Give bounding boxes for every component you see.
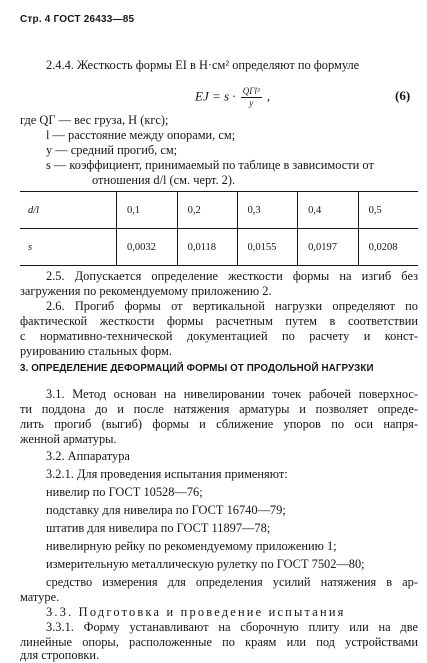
formula-6 bbox=[195, 86, 270, 109]
table-head-cell: 0,2 bbox=[177, 192, 237, 229]
formula-lhs: EJ = s · bbox=[195, 88, 236, 104]
formula-denominator: y bbox=[249, 98, 254, 108]
table-cell: 0,0197 bbox=[298, 229, 359, 266]
table-cell: 0,0155 bbox=[237, 229, 298, 266]
table-head-cell: d/l bbox=[20, 192, 117, 229]
paragraph-2-4-4: 2.4.4. Жесткость формы EI в Н·см² определяют по формуле bbox=[46, 58, 360, 72]
equipment-item: нивелирную рейку по рекомендуемому приложению 1; bbox=[46, 539, 337, 553]
paragraph-3-1-line-3: лить прогиб (выгиб) формы и сближение упоров по оси напря- bbox=[20, 417, 418, 431]
table-cell: s bbox=[20, 229, 117, 266]
equipment-item: средство измерения для определения усилий натяжения в ар- bbox=[46, 575, 418, 589]
paragraph-2-5-line-2: загружения по рекомендуемому приложению 2. bbox=[20, 284, 272, 298]
where-line-2: l — расстояние между опорами, см; bbox=[46, 128, 236, 142]
section-3-3-heading: 3.3. Подготовка и проведение испытания bbox=[46, 605, 346, 619]
formula-number: (6) bbox=[395, 88, 411, 103]
where-line-5: отношения d/l (см. черт. 2). bbox=[92, 173, 236, 187]
paragraph-2-6-line-4: руированию стальных форм. bbox=[20, 344, 172, 358]
table-cell: 0,0118 bbox=[177, 229, 237, 266]
formula-fraction bbox=[241, 86, 262, 109]
paragraph-3-3-1-line-1: 3.3.1. Форму устанавливают на сборочную плиту или на две bbox=[46, 620, 418, 634]
equipment-item: подставку для нивелира по ГОСТ 16740—79; bbox=[46, 503, 286, 517]
paragraph-3-3-1-line-2: линейные опоры, расположенные по краям или под устройствами bbox=[20, 635, 418, 649]
table-head-cell: 0,3 bbox=[237, 192, 298, 229]
paragraph-3-1-line-2: ти поддона до и после натяжения арматуры и позволяет опреде- bbox=[20, 402, 418, 416]
table-cell: 0,0208 bbox=[358, 229, 418, 266]
table-head-cell: 0,4 bbox=[298, 192, 359, 229]
section-3-2-heading: 3.2. Аппаратура bbox=[46, 449, 130, 463]
where-line-3: y — средний прогиб, см; bbox=[46, 143, 178, 157]
page-header: Стр. 4 ГОСТ 26433—85 bbox=[20, 14, 135, 25]
equipment-item: штатив для нивелира по ГОСТ 11897—78; bbox=[46, 521, 271, 535]
coefficient-table bbox=[20, 191, 418, 266]
where-line-1: где QГ — вес груза, Н (кгс); bbox=[20, 113, 169, 127]
table-cell: 0,0032 bbox=[117, 229, 178, 266]
paragraph-2-6-line-2: фактической жесткости формы расчетным путем в соответствии bbox=[20, 314, 418, 328]
equipment-item-continued: матуре. bbox=[20, 590, 60, 604]
equipment-item: измерительную металлическую рулетку по ГОСТ 7502—80; bbox=[46, 557, 365, 571]
paragraph-3-2-1: 3.2.1. Для проведения испытания применяют: bbox=[46, 467, 288, 481]
paragraph-2-6-line-3: с нормативно-технической документацией по расчету и конст- bbox=[20, 329, 418, 343]
paragraph-3-3-1-line-3: для строповки. bbox=[20, 648, 100, 662]
table-head-cell: 0,1 bbox=[117, 192, 178, 229]
formula-tail: , bbox=[266, 88, 271, 104]
table-row bbox=[20, 229, 418, 266]
equipment-item: нивелир по ГОСТ 10528—76; bbox=[46, 485, 203, 499]
where-line-4: s — коэффициент, принимаемый по таблице в зависимости от bbox=[46, 158, 374, 172]
table-head-cell: 0,5 bbox=[358, 192, 418, 229]
table-row bbox=[20, 192, 418, 229]
formula-numerator: QГl³ bbox=[242, 86, 260, 96]
paragraph-2-5-line-1: 2.5. Допускается определение жесткости формы на изгиб без bbox=[46, 269, 418, 283]
paragraph-3-1-line-4: женной арматуры. bbox=[20, 432, 117, 446]
section-3-heading: 3. ОПРЕДЕЛЕНИЕ ДЕФОРМАЦИЙ ФОРМЫ ОТ ПРОДОЛЬНОЙ НАГРУЗКИ bbox=[20, 363, 374, 374]
paragraph-3-1-line-1: 3.1. Метод основан на нивелировании точек рабочей поверхнос- bbox=[46, 387, 418, 401]
paragraph-2-6-line-1: 2.6. Прогиб формы от вертикальной нагрузки определяют по bbox=[46, 299, 418, 313]
